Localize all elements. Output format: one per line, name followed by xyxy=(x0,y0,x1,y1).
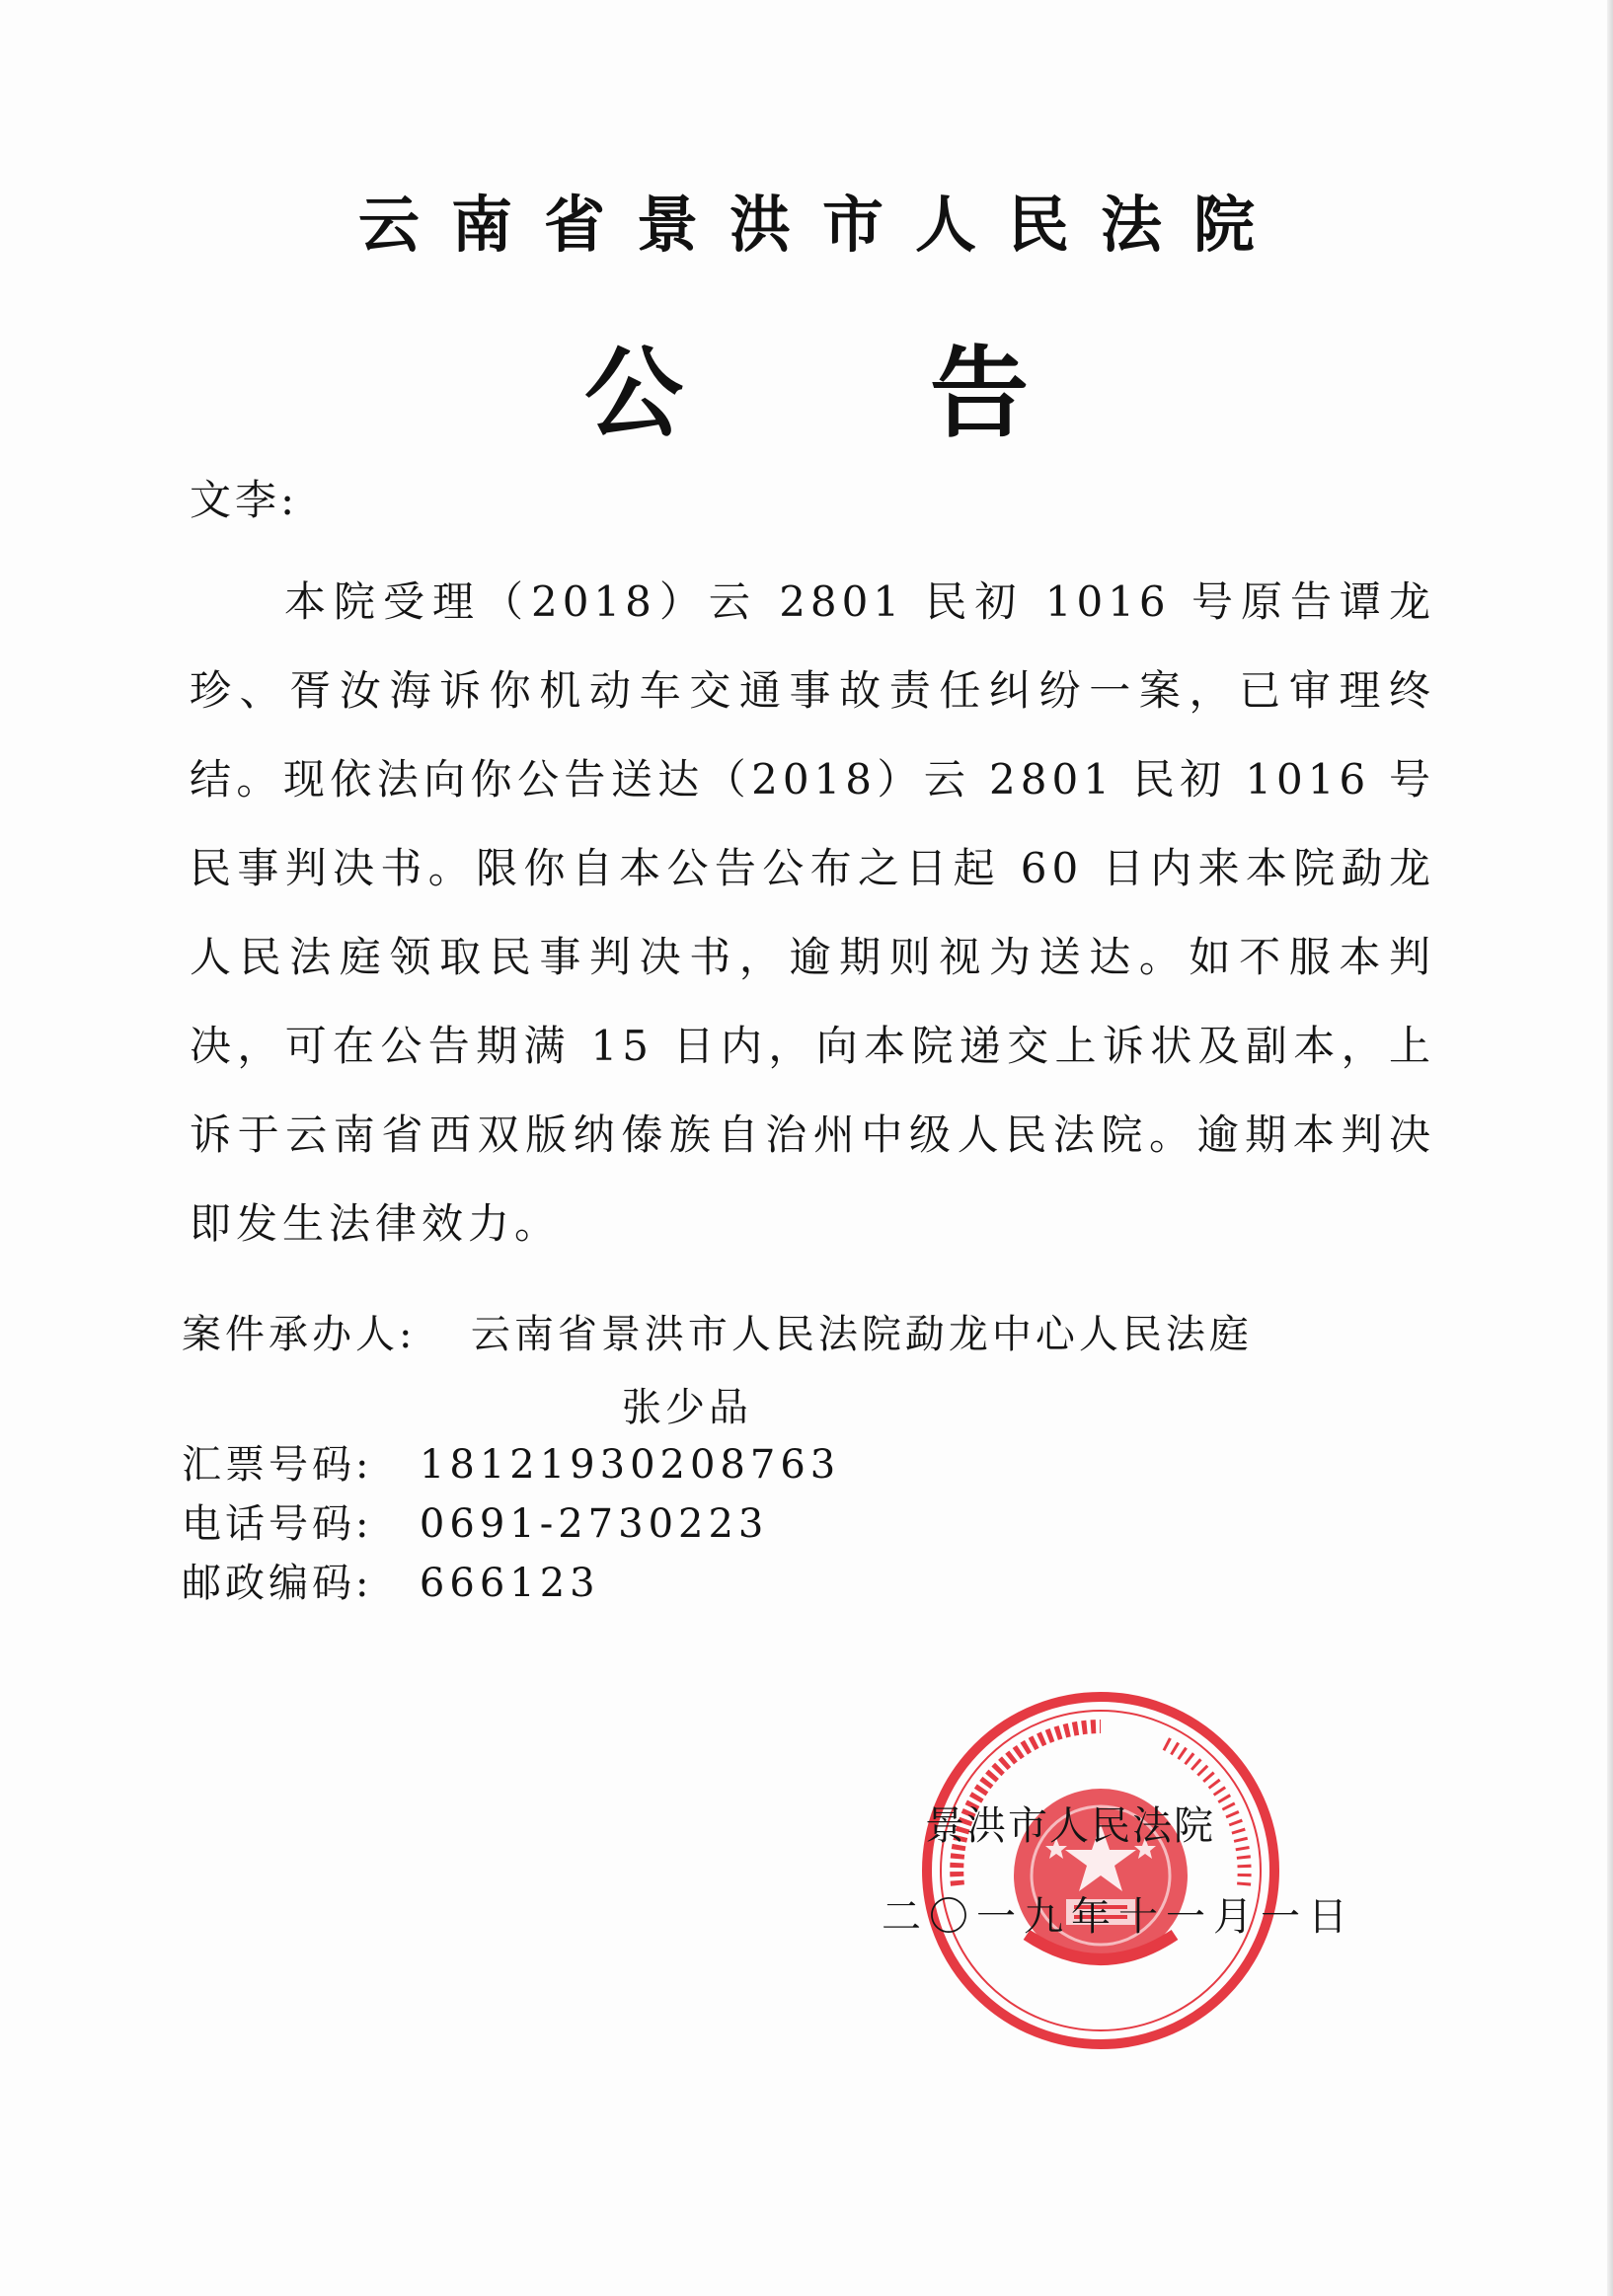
handler-row xyxy=(182,1303,1253,1359)
remit-label: 汇票号码: xyxy=(182,1442,373,1488)
signature-court: 景洪市人民法院 xyxy=(925,1803,1215,1849)
court-name-heading: 云南省景洪市人民法院 xyxy=(357,189,1286,261)
postal-label: 邮政编码: xyxy=(182,1561,373,1606)
phone-value: 0691-2730223 xyxy=(419,1501,769,1547)
handler-name: 张少品 xyxy=(622,1385,752,1430)
signature-date: 二〇一九年十一月一日 xyxy=(882,1894,1355,1940)
postal-value: 666123 xyxy=(419,1561,600,1606)
handler-org: 云南省景洪市人民法院勐龙中心人民法庭 xyxy=(470,1312,1253,1357)
phone-row xyxy=(182,1492,768,1549)
notice-heading xyxy=(0,314,1613,456)
phone-label: 电话号码: xyxy=(182,1501,373,1547)
remit-value: 18121930208763 xyxy=(419,1442,841,1488)
notice-heading-char-2: 告 xyxy=(930,336,1029,451)
court-seal-icon xyxy=(918,1688,1283,2053)
postal-row xyxy=(182,1552,600,1608)
notice-body: 本院受理（2018）云 2801 民初 1016 号原告谭龙珍、胥汝海诉你机动车交通事故责任纠纷一案，已审理终结。现依法向你公告送达（2018）云 2801 民初 1016 号民事判决书。限你自本公告公布之日起 60 日内来本院勐龙人民法庭领取民事判决书，逾期则视为送达。如不服本判决，可在公告期满 15 日内，向本院递交上诉状及副本，上诉于云南省西双版纳傣族自治州中级人民法院。逾期本判决即发生法律效力。 xyxy=(190,577,1435,1248)
notice-heading-char-1: 公 xyxy=(584,336,683,451)
remit-row xyxy=(182,1433,840,1490)
handler-label: 案件承办人: xyxy=(182,1312,417,1357)
addressee: 文李: xyxy=(190,476,299,524)
